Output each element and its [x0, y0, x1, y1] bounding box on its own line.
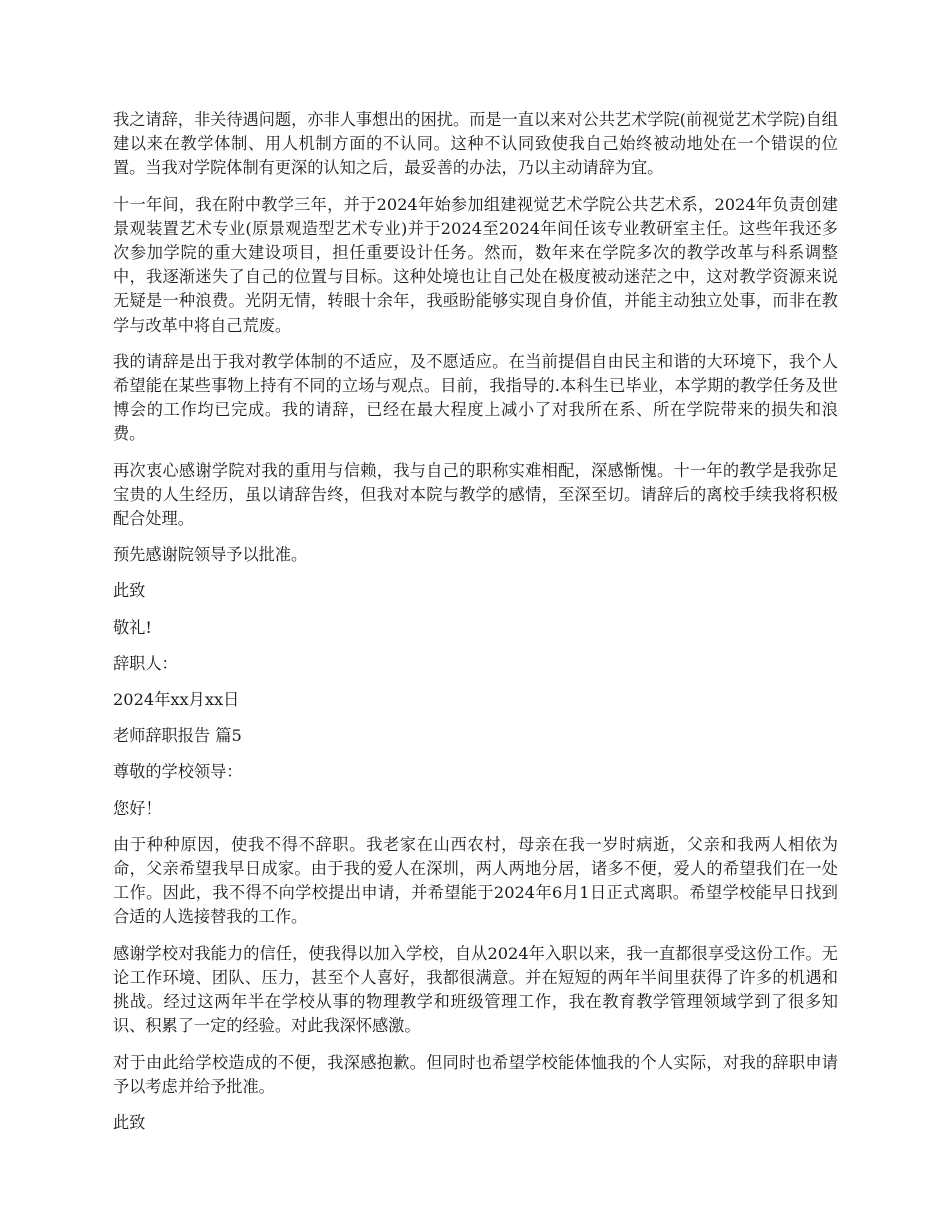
signature-label: 辞职人：	[113, 653, 178, 673]
paragraph-3: 我的请辞是出于我对教学体制的不适应，及不愿适应。在当前提倡自由民主和谐的大环境下，我个人希望能在某些事物上持有不同的立场与观点。目前，我指导的.本科生已毕业，本学期的教学任务及世博会的工作均已完成。我的请辞，已经在最大程度上减小了对我所在系、所在学院带来的损失和浪费。	[113, 351, 838, 444]
section-title: 老师辞职报告 篇5	[113, 726, 242, 746]
paragraph-7: 感谢学校对我能力的信任，使我得以加入学校，自从2024年入职以来，我一直都很享受这份工作。无论工作环境、团队、压力，甚至个人喜好，我都很满意。并在短短的两年半间里获得了许多的机遇和挑战。经过这两年半在学校从事的物理教学和班级管理工作，我在教育教学管理领域学到了很多知识、积累了一定的经验。对此我深怀感激。	[113, 943, 838, 1036]
closing-salutation: 此致	[113, 581, 146, 601]
date-line: 2024年xx月xx日	[113, 690, 240, 710]
paragraph-6: 由于种种原因，使我不得不辞职。我老家在山西农村，母亲在我一岁时病逝，父亲和我两人相依为命，父亲希望我早日成家。由于我的爱人在深圳，两人两地分居，诸多不便，爱人的希望我们在一处工作。因此，我不得不向学校提出申请，并希望能于2024年6月1日正式离职。希望学校能早日找到合适的人选接替我的工作。	[113, 834, 838, 927]
paragraph-1: 我之请辞，非关待遇问题，亦非人事想出的困扰。而是一直以来对公共艺术学院(前视觉艺术学院)自组建以来在教学体制、用人机制方面的不认同。这种不认同致使我自己始终被动地处在一个错误的位置。当我对学院体制有更深的认知之后，最妥善的办法，乃以主动请辞为宜。	[113, 110, 838, 178]
greeting-addressee: 尊敬的学校领导：	[113, 762, 243, 782]
greeting: 您好！	[113, 798, 162, 818]
closing-salutation-2: 此致	[113, 1112, 146, 1132]
paragraph-8: 对于由此给学校造成的不便，我深感抱歉。但同时也希望学校能体恤我的个人实际，对我的辞职申请予以考虑并给予批准。	[113, 1052, 838, 1096]
closing-regards: 敬礼!	[113, 617, 152, 637]
paragraph-5: 预先感谢院领导予以批准。	[113, 545, 308, 565]
paragraph-2: 十一年间，我在附中教学三年，并于2024年始参加组建视觉艺术学院公共艺术系，2024年负责创建景观装置艺术专业(原景观造型艺术专业)并于2024至2024年间任该专业教研室主任。这些年我还多次参加学院的重大建设项目，担任重要设计任务。然而，数年来在学院多次的教学改革与科系调整中，我逐渐迷失了自己的位置与目标。这种处境也让自己处在极度被动迷茫之中，这对教学资源来说无疑是一种浪费。光阴无情，转眼十余年，我亟盼能够实现自身价值，并能主动独立处事，而非在教学与改革中将自己荒废。	[113, 194, 838, 335]
paragraph-4: 再次衷心感谢学院对我的重用与信赖，我与自己的职称实难相配，深感惭愧。十一年的教学是我弥足宝贵的人生经历，虽以请辞告终，但我对本院与教学的感情，至深至切。请辞后的离校手续我将积极配合处理。	[113, 460, 838, 529]
